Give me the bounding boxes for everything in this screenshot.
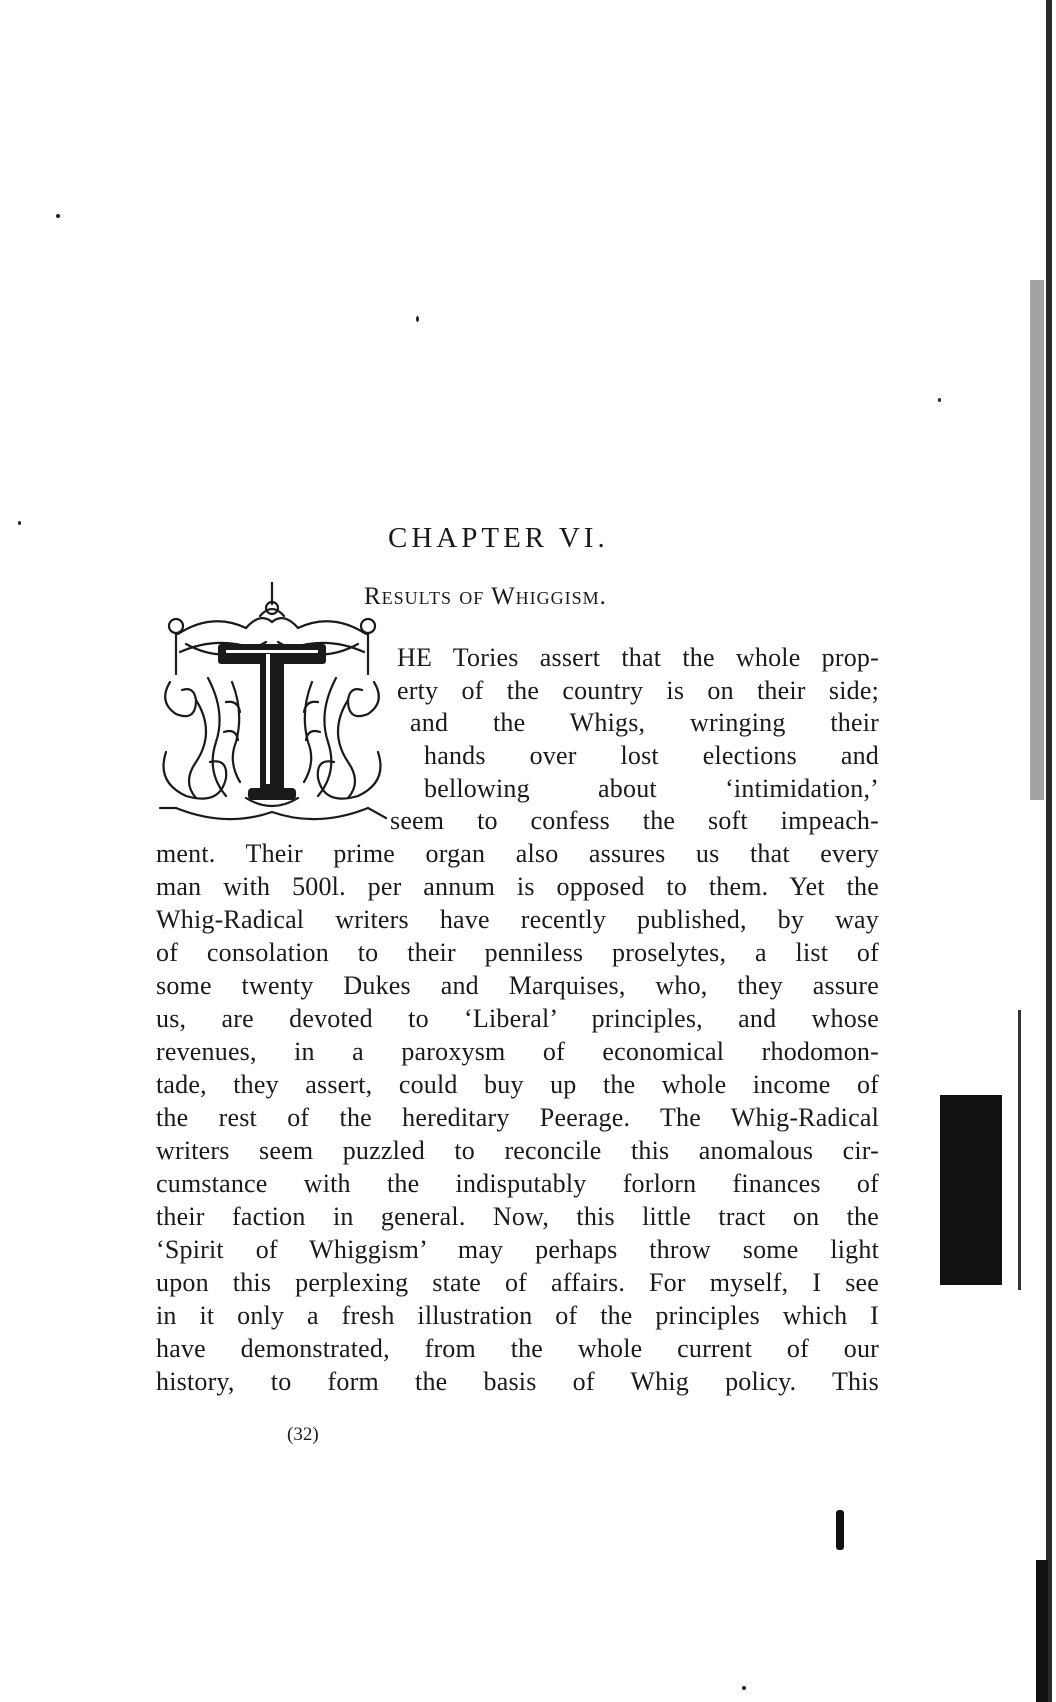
paragraph-line: history, to form the basis of Whig policy. This — [156, 1367, 879, 1396]
scan-speck — [742, 1686, 746, 1690]
scan-speck — [416, 316, 419, 322]
paragraph-line: writers seem puzzled to reconcile this anomalous cir- — [156, 1136, 879, 1165]
paragraph-line: seem to confess the soft impeach- — [390, 806, 879, 835]
paragraph-line: erty of the country is on their side; — [397, 676, 879, 705]
paragraph-line: us, are devoted to ‘Liberal’ principles, and whose — [156, 1004, 879, 1033]
page-number: (32) — [287, 1424, 319, 1445]
paragraph-line: tade, they assert, could buy up the whole income of — [156, 1070, 879, 1099]
scan-edge-artifact — [836, 1510, 844, 1550]
scan-edge-artifact — [1036, 1560, 1048, 1702]
scan-speck — [938, 398, 941, 402]
chapter-subtitle: Results of Whiggism. — [364, 583, 607, 610]
paragraph-line: their faction in general. Now, this little tract on the — [156, 1202, 879, 1231]
paragraph-line: bellowing about ‘intimidation,’ — [424, 774, 879, 803]
paragraph-line: the rest of the hereditary Peerage. The Whig-Radical — [156, 1103, 879, 1132]
paragraph-line: and the Whigs, wringing their — [410, 708, 879, 737]
paragraph-line: ‘Spirit of Whiggism’ may perhaps throw some light — [156, 1235, 879, 1264]
scan-edge-artifact — [940, 1095, 1002, 1285]
paragraph-line: ment. Their prime organ also assures us that every — [156, 839, 879, 868]
chapter-title: CHAPTER VI. — [388, 522, 609, 554]
scan-speck — [56, 214, 60, 218]
paragraph-line: upon this perplexing state of affairs. For myself, I see — [156, 1268, 879, 1297]
paragraph-line: cumstance with the indisputably forlorn finances of — [156, 1169, 879, 1198]
paragraph-line: revenues, in a paroxysm of economical rhodomon- — [156, 1037, 879, 1066]
paragraph-line: man with 500l. per annum is opposed to them. Yet the — [156, 872, 879, 901]
paragraph-line: Whig-Radical writers have recently published, by way — [156, 905, 879, 934]
paragraph-line: have demonstrated, from the whole current of our — [156, 1334, 879, 1363]
scan-edge-artifact — [1018, 1010, 1021, 1290]
paragraph-line: some twenty Dukes and Marquises, who, they assure — [156, 971, 879, 1000]
scan-edge-artifact — [1030, 280, 1044, 800]
paragraph-line: hands over lost elections and — [424, 741, 879, 770]
ornamental-initial — [156, 582, 388, 828]
paragraph-line: in it only a fresh illustration of the principles which I — [156, 1301, 879, 1330]
scan-speck — [18, 521, 21, 525]
scan-edge-artifact — [1046, 0, 1052, 1702]
ornamental-initial-icon — [156, 582, 388, 828]
paragraph-line: HE Tories assert that the whole prop- — [397, 643, 879, 672]
paragraph-line: of consolation to their penniless proselytes, a list of — [156, 938, 879, 967]
